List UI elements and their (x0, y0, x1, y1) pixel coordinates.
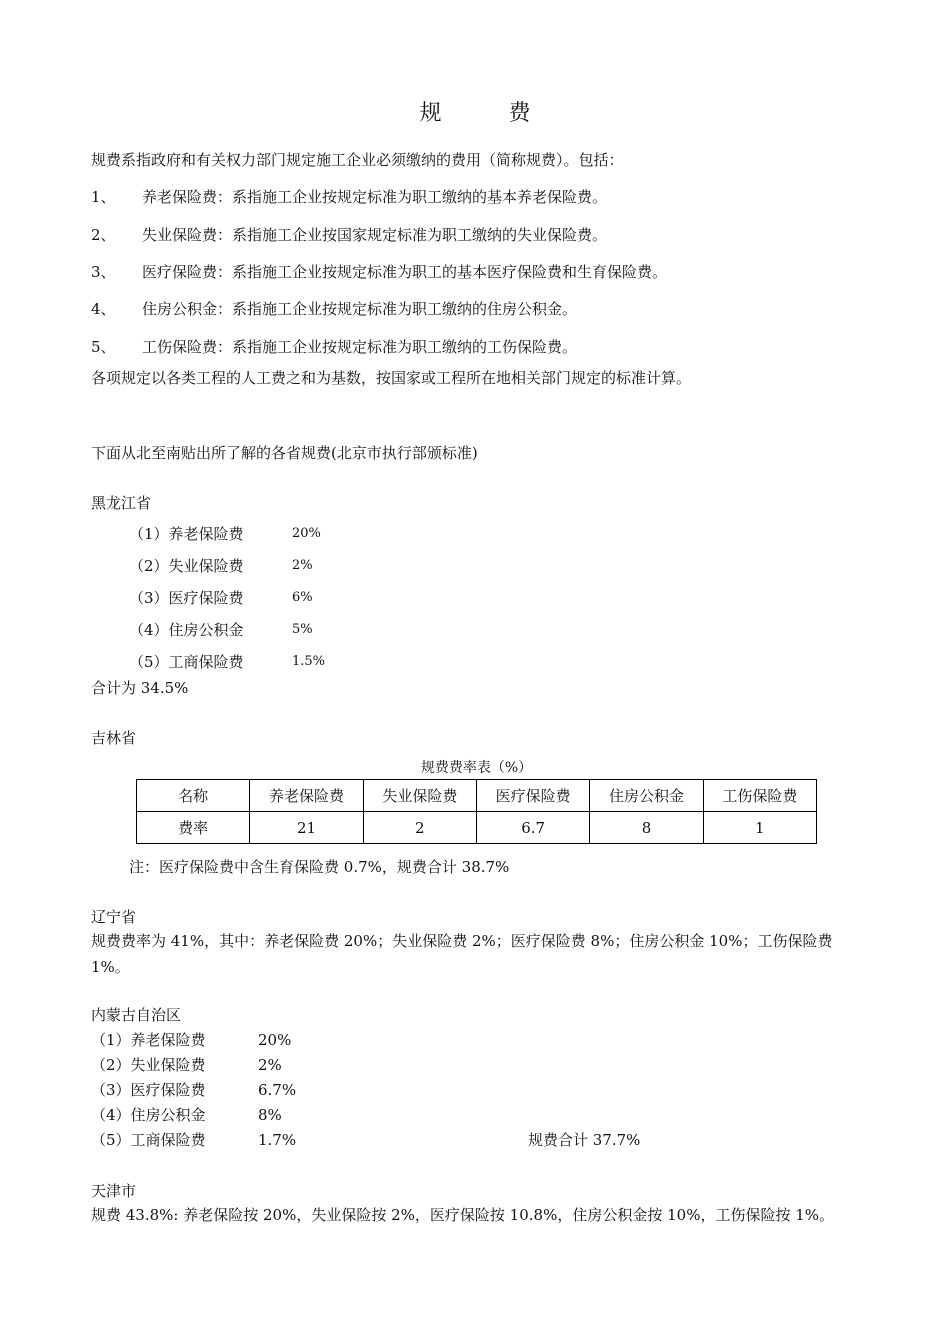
jilin-table-caption: 规费费率表（%） (420, 760, 533, 776)
heilongjiang-total: 合计为 34.5% (91, 679, 189, 697)
list-item-value: 2% (258, 1056, 282, 1074)
table-cell: 费率 (137, 812, 250, 844)
list-item-label: （1）养老保险费 (129, 525, 244, 543)
table-header-cell: 医疗保险费 (476, 780, 589, 812)
fee-item-text: 住房公积金：系指施工企业按规定标准为职工缴纳的住房公积金。 (142, 300, 578, 318)
basis-paragraph: 各项规定以各类工程的人工费之和为基数，按国家或工程所在地相关部门规定的标准计算。 (91, 369, 692, 387)
list-item-label: （5）工商保险费 (91, 1131, 206, 1149)
page-title: 规 费 (419, 101, 561, 126)
table-header-row (137, 780, 817, 812)
heilongjiang-heading: 黑龙江省 (91, 494, 152, 512)
list-item-label: （4）住房公积金 (91, 1106, 206, 1124)
list-item-label: （1）养老保险费 (91, 1031, 206, 1049)
table-cell: 21 (250, 812, 363, 844)
table-cell: 1 (703, 812, 816, 844)
list-item-value: 2% (292, 558, 313, 573)
fee-item-number: 5、 (91, 338, 116, 356)
list-item-value: 6.7% (258, 1081, 297, 1099)
intro-paragraph: 规费系指政府和有关权力部门规定施工企业必须缴纳的费用（简称规费）。包括： (91, 151, 624, 169)
fee-item-number: 4、 (91, 300, 116, 318)
list-item-value: 8% (258, 1106, 282, 1124)
jilin-heading: 吉林省 (91, 729, 137, 747)
table-header-cell: 名称 (137, 780, 250, 812)
list-item-label: （2）失业保险费 (91, 1056, 206, 1074)
fee-item-number: 3、 (91, 263, 116, 281)
list-item-label: （2）失业保险费 (129, 557, 244, 575)
table-cell: 8 (590, 812, 703, 844)
list-item-value: 6% (292, 590, 313, 605)
liaoning-text: 规费费率为 41%，其中：养老保险费 20%；失业保险费 2%；医疗保险费 8%；住房公积金 10%；工伤保险费 1%。 (91, 932, 833, 976)
list-item-value: 20% (292, 526, 321, 541)
jilin-note: 注：医疗保险费中含生育保险费 0.7%，规费合计 38.7% (129, 858, 510, 876)
list-item-label: （4）住房公积金 (129, 621, 244, 639)
provinces-intro: 下面从北至南贴出所了解的各省规费(北京市执行部颁标准) (91, 444, 478, 462)
list-item-value: 1.5% (292, 654, 326, 669)
table-cell: 2 (363, 812, 476, 844)
tianjin-text: 规费 43.8%: 养老保险按 20%，失业保险按 2%，医疗保险按 10.8%，住房公积金按 10%，工伤保险按 1%。 (91, 1206, 835, 1224)
fee-item-number: 2、 (91, 226, 116, 244)
list-item-label: （5）工商保险费 (129, 653, 244, 671)
table-header-cell: 住房公积金 (590, 780, 703, 812)
fee-item-text: 医疗保险费：系指施工企业按规定标准为职工的基本医疗保险费和生育保险费。 (142, 263, 668, 281)
list-item-value: 5% (292, 622, 313, 637)
table-header-cell: 养老保险费 (250, 780, 363, 812)
table-row (137, 812, 817, 844)
neimenggu-total: 规费合计 37.7% (528, 1131, 641, 1149)
fee-item-text: 养老保险费：系指施工企业按规定标准为职工缴纳的基本养老保险费。 (142, 188, 608, 206)
fee-item-text: 失业保险费：系指施工企业按国家规定标准为职工缴纳的失业保险费。 (142, 226, 608, 244)
neimenggu-heading: 内蒙古自治区 (91, 1006, 182, 1024)
list-item-value: 1.7% (258, 1131, 297, 1149)
table-cell: 6.7 (476, 812, 589, 844)
fee-item-text: 工伤保险费：系指施工企业按规定标准为职工缴纳的工伤保险费。 (142, 338, 578, 356)
list-item-label: （3）医疗保险费 (129, 589, 244, 607)
fee-item-number: 1、 (91, 188, 116, 206)
tianjin-heading: 天津市 (91, 1182, 137, 1200)
list-item-value: 20% (258, 1031, 292, 1049)
table-header-cell: 失业保险费 (363, 780, 476, 812)
list-item-label: （3）医疗保险费 (91, 1081, 206, 1099)
table-header-cell: 工伤保险费 (703, 780, 816, 812)
jilin-fee-table (136, 779, 817, 844)
liaoning-heading: 辽宁省 (91, 908, 137, 926)
